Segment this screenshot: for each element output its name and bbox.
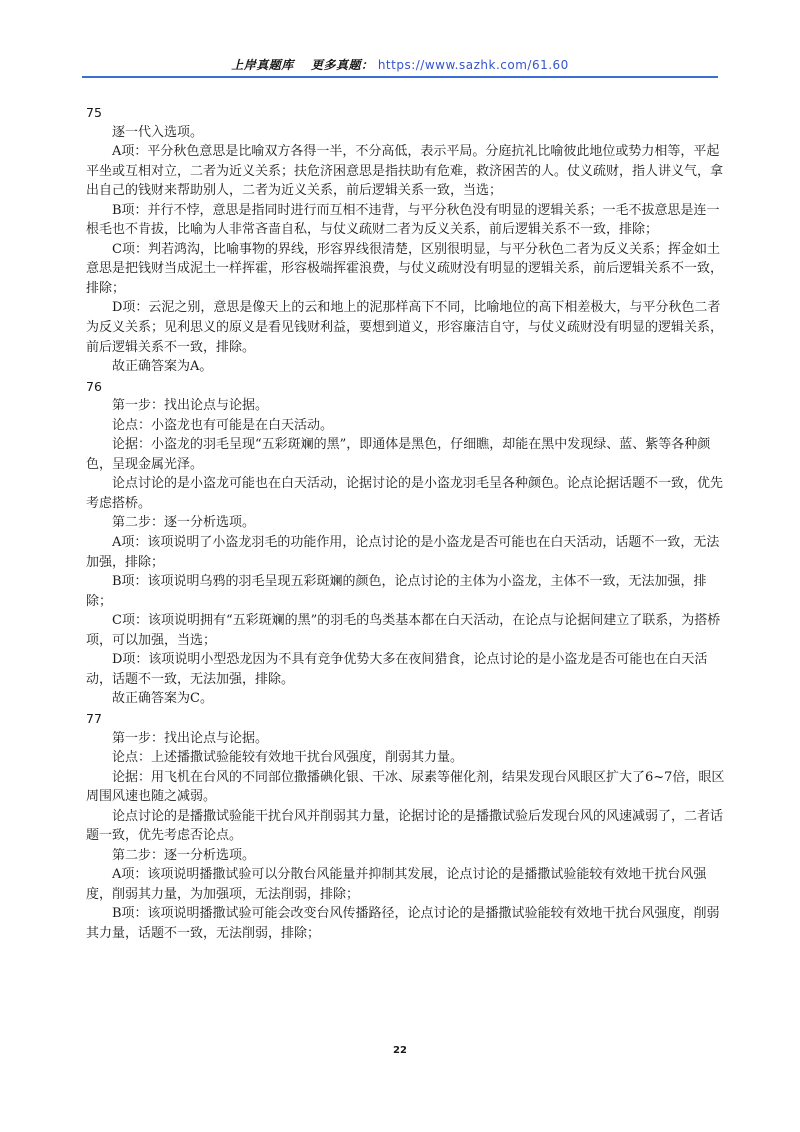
paragraph: 论点讨论的是小盗龙可能也在白天活动，论据讨论的是小盗龙羽毛呈各种颜色。论点论据话题不一致，优先考虑搭桥。 xyxy=(86,476,724,511)
paragraph: 论点讨论的是播撒试验能干扰台风并削弱其力量，论据讨论的是播撒试验后发现台风的风速减弱了，二者话题一致，优先考虑否论点。 xyxy=(86,808,724,844)
answer-line: 故正确答案为C。 xyxy=(112,691,213,707)
answer-line: 故正确答案为A。 xyxy=(112,359,213,375)
option-d-explanation: D项：云泥之别，意思是像天上的云和地上的泥那样高下不同，比喻地位的高下相差极大，与平分秋色二者为反义关系；见利思义的原义是看见钱财利益，要想到道义，形容廉洁自守，与仗义疏财没有明显的逻辑关系，前后逻辑关系不一致，排除。 xyxy=(86,300,724,355)
argument-point: 论点：小盗龙也有可能是在白天活动。 xyxy=(112,417,334,433)
question-number: 76 xyxy=(86,378,102,394)
option-b-explanation: B项：该项说明播撒试验可能会改变台风传播路径，论点讨论的是播撒试验能较有效地干扰台风强度，削弱其力量，话题不一致，无法削弱，排除； xyxy=(86,906,720,941)
document-body xyxy=(86,103,726,944)
step-heading: 第一步：找出论点与论据。 xyxy=(112,730,269,746)
question-number: 75 xyxy=(86,105,102,120)
page-header xyxy=(82,56,718,73)
argument-evidence: 论据：用飞机在台风的不同部位撒播碘化银、干冰、尿素等催化剂，结果发现台风眼区扩大了6~7倍，眼区周围风速也随之减弱。 xyxy=(86,769,725,805)
option-a-explanation: A项：该项说明播撒试验可以分散台风能量并抑制其发展，论点讨论的是播撒试验能较有效地干扰台风强度，削弱其力量，为加强项，无法削弱，排除； xyxy=(86,867,707,902)
option-b-explanation: B项：并行不悖，意思是指同时进行而互相不违背，与平分秋色没有明显的逻辑关系；一毛不拔意思是连一根毛也不肯拔，比喻为人非常吝啬自私，与仗义疏财二者为反义关系，前后逻辑关系不一致，排除； xyxy=(86,202,720,238)
option-c-explanation: C项：判若鸿沟，比喻事物的界线，形容界线很清楚，区别很明显，与平分秋色二者为反义关系；挥金如土意思是把钱财当成泥土一样挥霍，形容极端挥霍浪费，与仗义疏财没有明显的逻辑关系，前后逻辑关系不一致，排除； xyxy=(86,241,724,296)
header-site-name: 上岸真题库 xyxy=(231,58,294,72)
header-more-label: 更多真题： xyxy=(310,58,374,72)
option-c-explanation: C项：该项说明拥有“五彩斑斓的黑”的羽毛的鸟类基本都在白天活动，在论点与论据间建立了联系，为搭桥项，可以加强，当选； xyxy=(86,613,721,648)
header-link[interactable]: https://www.sazhk.com/61.60 xyxy=(377,58,569,72)
step-heading: 第二步：逐一分析选项。 xyxy=(112,515,256,531)
option-b-explanation: B项：该项说明乌鸦的羽毛呈现五彩斑斓的颜色，论点讨论的主体为小盗龙，主体不一致，无法加强，排除； xyxy=(86,574,707,609)
header-divider xyxy=(82,76,718,78)
option-d-explanation: D项：该项说明小型恐龙因为不具有竞争优势大多在夜间猎食，论点讨论的是小盗龙是否可能也在白天活动，话题不一致，无法加强，排除。 xyxy=(86,652,708,687)
question-number: 77 xyxy=(86,710,102,726)
step-heading: 第一步：找出论点与论据。 xyxy=(112,398,269,414)
argument-evidence: 论据：小盗龙的羽毛呈现“五彩斑斓的黑”，即通体是黑色，仔细瞧，却能在黑中发现绿、蓝、紫等各种颜色，呈现金属光泽。 xyxy=(86,437,711,472)
argument-point: 论点：上述播撒试验能较有效地干扰台风强度，削弱其力量。 xyxy=(112,750,464,766)
step-heading: 第二步：逐一分析选项。 xyxy=(112,847,256,863)
page-number: 22 xyxy=(393,1045,407,1056)
paragraph: 逐一代入选项。 xyxy=(112,124,204,140)
option-a-explanation: A项：该项说明了小盗龙羽毛的功能作用，论点讨论的是小盗龙是否可能也在白天活动，话题不一致，无法加强，排除； xyxy=(86,535,720,570)
option-a-explanation: A项：平分秋色意思是比喻双方各得一半，不分高低，表示平局。分庭抗礼比喻彼此地位或势力相等，平起平坐或互相对立，二者为近义关系；扶危济困意思是指扶助有危难，救济困苦的人。仗义疏财，指人讲义气，拿出自己的钱财来帮助别人，二者为近义关系，前后逻辑关系一致，当选； xyxy=(86,144,724,199)
